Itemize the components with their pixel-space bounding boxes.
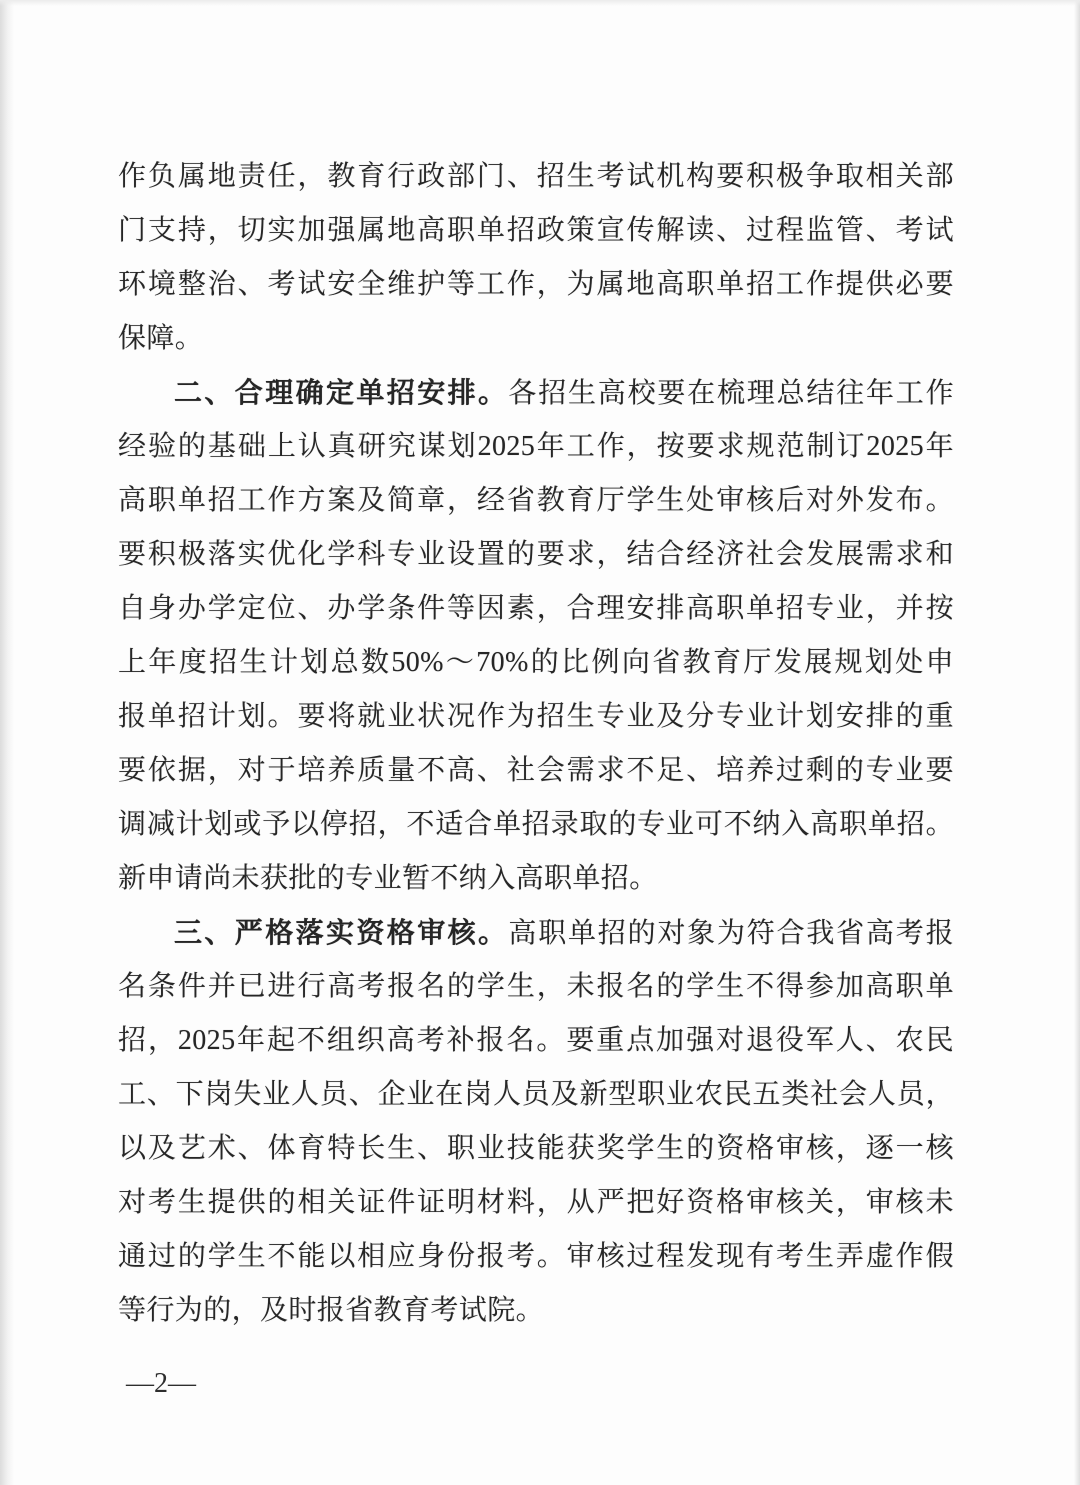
scan-edge-left (0, 0, 14, 1485)
text-line-paragraph-end: 等行为的，及时报省教育考试院。 (118, 1295, 545, 1326)
text-line-paragraph-end: 新申请尚未获批的专业暂不纳入高职单招。 (118, 863, 658, 894)
text-line: 对考生提供的相关证件证明材料，从严把好资格审核关，审核未 (118, 1187, 954, 1218)
text-line: 要积极落实优化学科专业设置的要求，结合经济社会发展需求和 (118, 539, 954, 570)
text-line: 名条件并已进行高考报名的学生，未报名的学生不得参加高职单 (118, 971, 954, 1002)
text-line: 通过的学生不能以相应身份报考。审核过程发现有考生弄虚作假 (118, 1241, 954, 1272)
text-line: 作负属地责任，教育行政部门、招生考试机构要积极争取相关部 (118, 161, 954, 192)
text-line: 经验的基础上认真研究谋划2025年工作，按要求规范制订2025年 (118, 431, 954, 462)
text-line: 调减计划或予以停招，不适合单招录取的专业可不纳入高职单招。 (118, 809, 954, 840)
text-line: 上年度招生计划总数50%～70%的比例向省教育厅发展规划处申 (118, 647, 954, 678)
section-2-heading: 二、合理确定单招安排。 (174, 377, 509, 408)
text-line: 自身办学定位、办学条件等因素，合理安排高职单招专业，并按 (118, 593, 954, 624)
document-text-block (118, 150, 954, 1338)
text-line: 以及艺术、体育特长生、职业技能获奖学生的资格审核，逐一核 (118, 1133, 954, 1164)
section-3-heading: 三、严格落实资格审核。 (174, 917, 509, 948)
text-line: 工、下岗失业人员、企业在岗人员及新型职业农民五类社会人员， (118, 1079, 954, 1110)
page-number: —2— (126, 1368, 196, 1399)
text-line: 门支持，切实加强属地高职单招政策宣传解读、过程监管、考试 (118, 215, 954, 246)
text-line: 招，2025年起不组织高考补报名。要重点加强对退役军人、农民 (118, 1025, 954, 1056)
text-line: 环境整治、考试安全维护等工作，为属地高职单招工作提供必要 (118, 269, 954, 300)
text-line-section-3-start (118, 906, 954, 960)
text-line-section-2-start (118, 366, 954, 420)
text-line: 高职单招工作方案及简章，经省教育厅学生处审核后对外发布。 (118, 485, 954, 516)
section-3-body-start: 高职单招的对象为符合我省高考报 (508, 918, 954, 949)
text-line: 报单招计划。要将就业状况作为招生专业及分专业计划安排的重 (118, 701, 954, 732)
text-line: 要依据，对于培养质量不高、社会需求不足、培养过剩的专业要 (118, 755, 954, 786)
scan-edge-right (1074, 0, 1080, 1485)
section-2-body-start: 各招生高校要在梳理总结往年工作 (508, 378, 954, 409)
scan-edge-top (0, 0, 1080, 6)
text-line-paragraph-end: 保障。 (118, 323, 204, 354)
